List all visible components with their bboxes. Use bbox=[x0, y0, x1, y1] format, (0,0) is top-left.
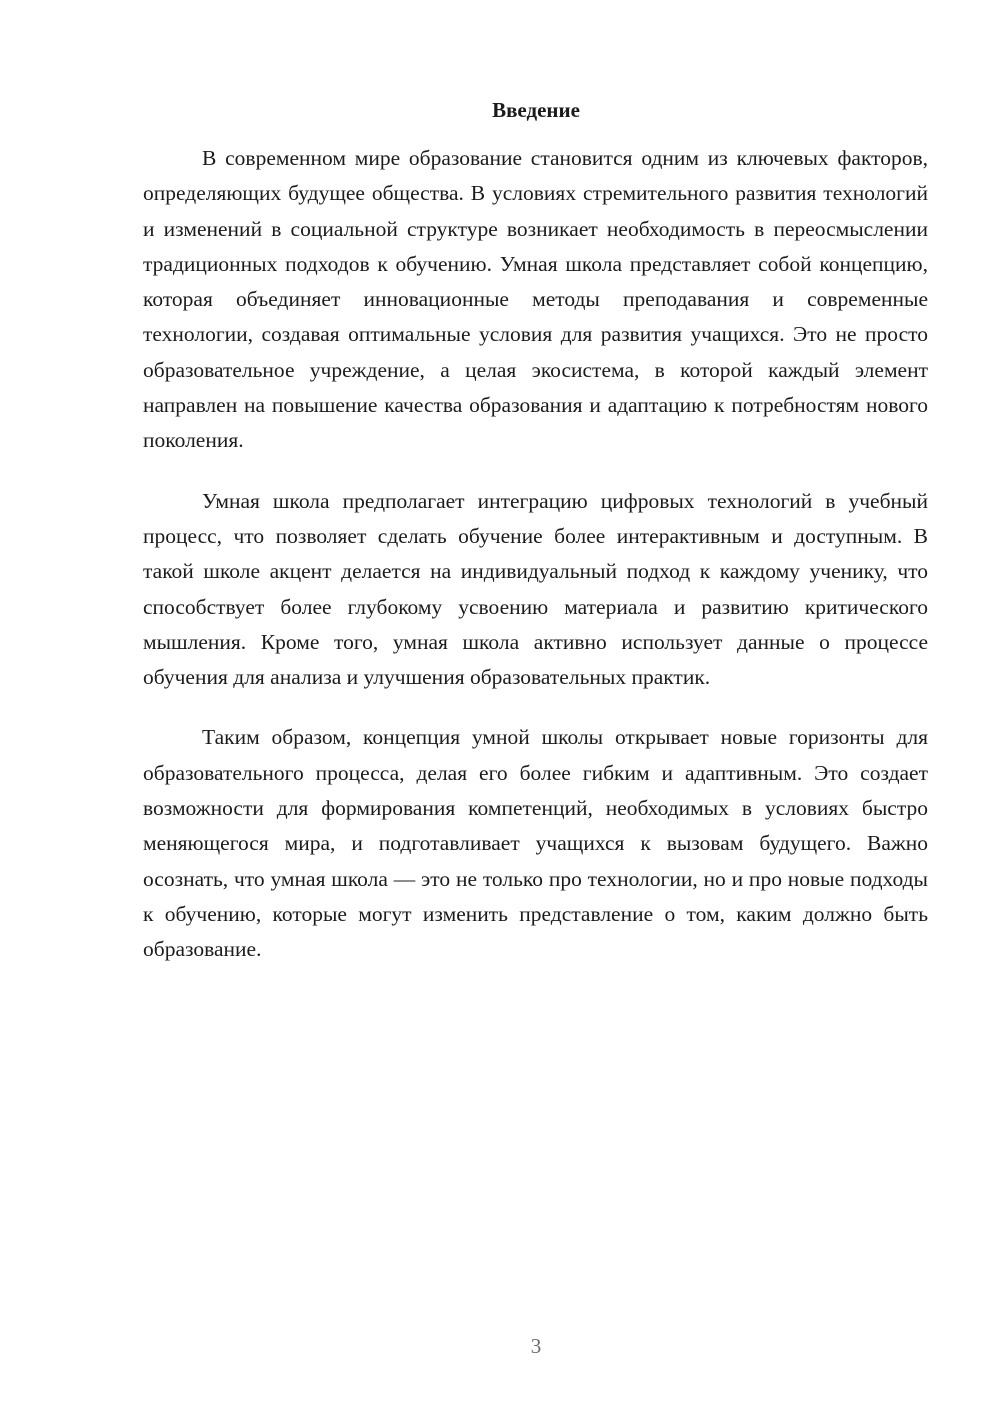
section-heading: Введение bbox=[492, 98, 580, 122]
paragraph-1: В современном мире образование становится одним из ключевых факторов, определяющих будущее общества. В условиях стремительного развития технологий и изменений в социальной структуре возникает необходимость в переосмыслении традиционных подходов к обучению. Умная школа представляет собой концепцию, которая объединяет инновационные методы преподавания и современные технологии, создавая оптимальные условия для развития учащихся. Это не просто образовательное учреждение, а целая экосистема, в которой каждый элемент направлен на повышение качества образования и адаптацию к потребностям нового поколения. bbox=[143, 146, 928, 453]
paragraph-3: Таким образом, концепция умной школы открывает новые горизонты для образовательного процесса, делая его более гибким и адаптивным. Это создает возможности для формирования компетенций, необходимых в условиях быстро меняющегося мира, и подготавливает учащихся к вызовам будущего. Важно осознать, что умная школа — это не только про технологии, но и про новые подходы к обучению, которые могут изменить представление о том, каким должно быть образование. bbox=[143, 725, 928, 962]
page-number: 3 bbox=[530, 1334, 542, 1358]
paragraph-2: Умная школа предполагает интеграцию цифровых технологий в учебный процесс, что позволяет сделать обучение более интерактивным и доступным. В такой школе акцент делается на индивидуальный подход к каждому ученику, что способствует более глубокому усвоению материала и развитию критического мышления. Кроме того, умная школа активно использует данные о процессе обучения для анализа и улучшения образовательных практик. bbox=[143, 488, 928, 690]
body-text bbox=[143, 141, 928, 993]
